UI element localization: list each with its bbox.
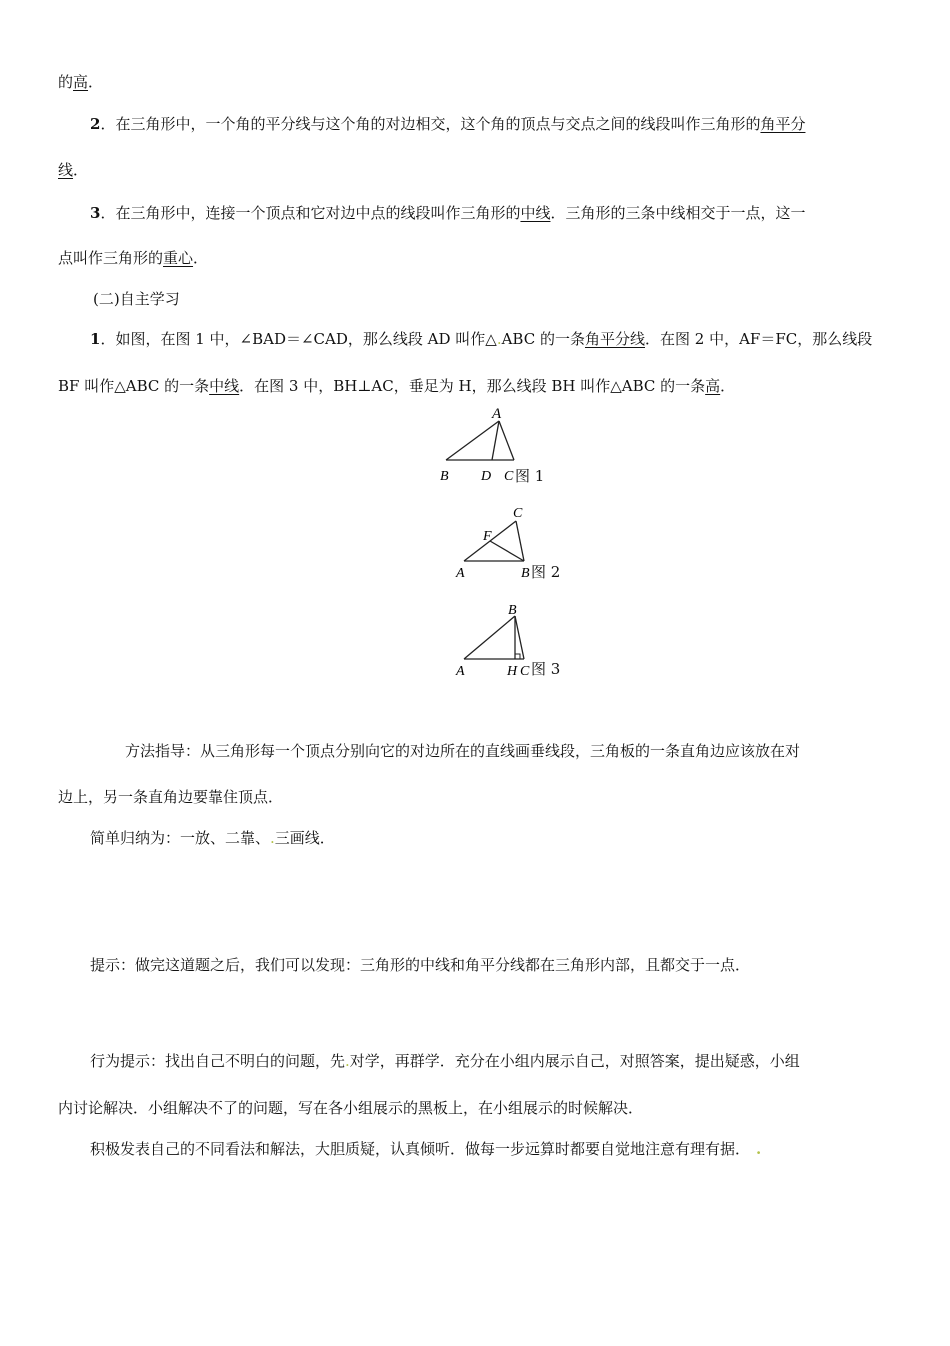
behavior-text-c: 积极发表自己的不同看法和解法，大胆质疑，认真倾听．做每一步远算时都要自觉地注意有理有据． [90, 1140, 751, 1158]
definition-3-text: ．在三角形中，连接一个顶点和它对边中点的线段叫作三角形的 [100, 204, 521, 222]
side-ab [464, 616, 515, 659]
label-d: D [481, 469, 492, 484]
behavior-text-a: 行为提示：找出自己不明白的问题，先 [90, 1052, 346, 1070]
summary-text-a: 简单归纳为：一放、二靠、 [90, 829, 271, 847]
figure-1 [432, 404, 572, 486]
definition-1-tail [58, 71, 103, 92]
item-number: 2 [90, 115, 101, 133]
item-number: 1 [90, 330, 101, 348]
figure-2 [452, 500, 592, 585]
question-text-b: ABC 的一条 [501, 330, 585, 348]
method-line-1: 方法指导：从三角形每一个顶点分别向它的对边所在的直线画垂线段，三角板的一条直角边应该放在对 [125, 742, 801, 760]
definition-2-text: ．在三角形中，一个角的平分线与这个角的对边相交，这个角的顶点与交点之间的线段叫作三角形的 [100, 115, 761, 133]
summary-text-b: 三画线． [274, 829, 335, 847]
label-c: C [513, 506, 523, 521]
side-ac [499, 421, 514, 460]
figure-1-caption: 图 1 [515, 467, 545, 485]
definition-3-text-c: 点叫作三角形的 [58, 249, 164, 267]
label-c: C [504, 469, 514, 484]
question-text-d: BF 叫作△ABC 的一条 [58, 377, 210, 395]
behavior-line-1 [90, 1050, 800, 1071]
figure-3-caption: 图 3 [531, 660, 561, 678]
question-text-e: ．在图 3 中，BH⊥AC，垂足为 H，那么线段 BH 叫作△ABC 的一条 [239, 377, 706, 395]
label-f: F [483, 529, 492, 544]
hint: 提示：做完这道题之后，我们可以发现：三角形的中线和角平分线都在三角形内部，且都交于一点． [90, 956, 751, 974]
figure-2-diagram [452, 500, 592, 585]
figure-3 [452, 598, 592, 683]
definition-3-text-b: ．三角形的三条中线相交于一点，这一 [550, 204, 806, 222]
question-text-a: ．如图，在图 1 中，∠BAD＝∠CAD，那么线段 AD 叫作△ [100, 330, 497, 348]
term-altitude: 高 [73, 73, 89, 91]
period: ． [73, 161, 89, 179]
term-median: 中线 [520, 204, 551, 222]
segment-ad [492, 421, 499, 460]
side-bc [516, 521, 524, 561]
method-line-2: 边上，另一条直角边要靠住顶点． [58, 788, 284, 806]
definition-3-line-1 [90, 202, 805, 223]
label-b: B [440, 469, 449, 484]
label-a: A [456, 664, 465, 679]
summary [90, 827, 335, 848]
figure-3-diagram [452, 598, 592, 683]
period: ． [193, 249, 209, 267]
answer-blank-altitude: 高 [705, 377, 721, 395]
right-angle-mark [515, 654, 520, 659]
stray-dot: . [345, 1052, 350, 1070]
definition-3-line-2 [58, 247, 208, 268]
figure-1-diagram [432, 404, 572, 486]
stray-dot: . [496, 330, 502, 348]
term-centroid: 重心 [163, 249, 194, 267]
question-1-line-1 [90, 328, 872, 349]
text: 的 [58, 73, 74, 91]
label-a: A [492, 406, 502, 422]
stray-dot: . [756, 1140, 762, 1158]
label-b: B [508, 603, 517, 618]
section-heading: (二)自主学习 [93, 290, 180, 308]
term-angle-bisector-part1: 角平分 [760, 115, 806, 133]
term-angle-bisector-part2: 线 [58, 161, 74, 179]
period: ． [720, 377, 736, 395]
side-bc [515, 616, 524, 659]
label-b: B [521, 566, 530, 581]
behavior-line-3 [90, 1138, 761, 1159]
label-h: H [507, 664, 518, 679]
behavior-text-b: 对学，再群学．充分在小组内展示自己，对照答案，提出疑惑，小组 [349, 1052, 800, 1070]
period: ． [88, 73, 104, 91]
segment-bf [490, 541, 524, 561]
label-a: A [456, 566, 465, 581]
definition-2-line-2 [58, 159, 88, 180]
question-text-c: ．在图 2 中，AF＝FC，那么线段 [645, 330, 873, 348]
figure-2-caption: 图 2 [531, 563, 561, 581]
definition-2-line-1 [90, 113, 805, 134]
stray-dot: . [270, 829, 275, 847]
answer-blank-median: 中线 [209, 377, 240, 395]
side-ab [446, 421, 499, 460]
behavior-line-2: 内讨论解决．小组解决不了的问题，写在各小组展示的黑板上，在小组展示的时候解决． [58, 1099, 644, 1117]
item-number: 3 [90, 204, 101, 222]
answer-blank-angle-bisector: 角平分线 [584, 330, 645, 348]
label-c: C [520, 664, 530, 679]
question-1-line-2 [58, 375, 735, 396]
